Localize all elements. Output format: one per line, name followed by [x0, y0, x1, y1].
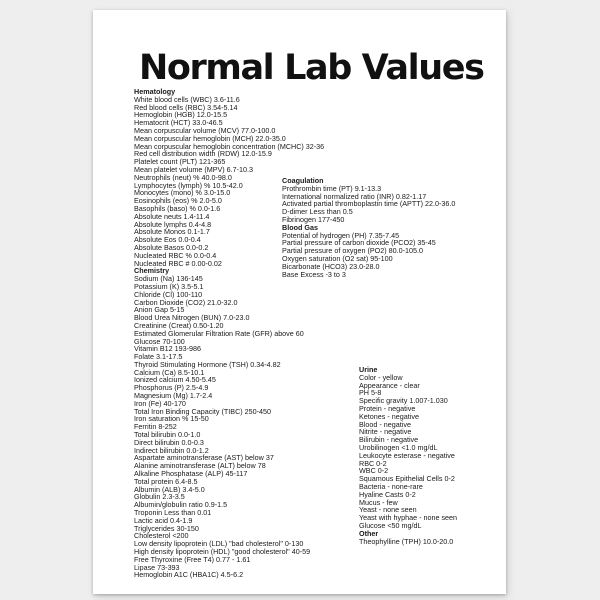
lab-value-line: Absolute Basos 0.0-0.2 — [134, 242, 209, 252]
lab-value-line: Yeast with hyphae - none seen — [359, 513, 458, 523]
lab-value-line: Alkaline Phosphatase (ALP) 45-117 — [134, 469, 248, 479]
section-heading: Blood Gas — [282, 222, 318, 232]
lab-value-line: Albumin/globulin ratio 0.9-1.5 — [134, 500, 228, 510]
section-heading: Urine — [359, 365, 378, 374]
lab-value-line: Ketones - negative — [359, 411, 419, 421]
lab-value-line: Indirect bilirubin 0.0-1.2 — [134, 445, 209, 455]
section-heading: Coagulation — [282, 176, 324, 185]
lab-value-line: Bicarbonate (HCO3) 23.0-28.0 — [282, 261, 380, 271]
lab-value-line: High density lipoprotein (HDL) "good cholesterol" 40-59 — [134, 547, 311, 557]
lab-value-line: Basophils (baso) % 0.0-1.6 — [134, 203, 221, 213]
lab-value-line: Lymphocytes (lymph) % 10.5-42.0 — [134, 180, 243, 190]
lab-value-line: Lipase 73-393 — [134, 562, 180, 572]
lab-value-line: Neutrophils (neut) % 40.0-98.0 — [134, 172, 232, 182]
lab-value-line: Iron saturation % 15-50 — [134, 414, 209, 424]
lab-value-line: D-dimer Less than 0.5 — [282, 207, 353, 217]
lab-value-line: Base Excess -3 to 3 — [282, 269, 346, 279]
lab-value-line: Prothrombin time (PT) 9.1-13.3 — [282, 183, 382, 193]
lab-value-line: Glucose 70-100 — [134, 336, 185, 346]
lab-value-line: Troponin Less than 0.01 — [134, 508, 212, 518]
lab-value-line: Absolute lymphs 0.4-4.8 — [134, 219, 212, 229]
lab-value-line: Potential of hydrogen (PH) 7.35-7.45 — [282, 230, 400, 240]
lab-value-line: Protein - negative — [359, 403, 416, 413]
lab-value-line: Globulin 2.3-3.5 — [134, 492, 185, 502]
lab-value-line: Low density lipoprotein (LDL) "bad cholesterol" 0-130 — [134, 539, 304, 549]
lab-value-line: RBC 0-2 — [359, 458, 387, 468]
lab-value-line: Thyroid Stimulating Hormone (TSH) 0.34-4.82 — [134, 359, 281, 369]
lab-value-line: White blood cells (WBC) 3.6-11.6 — [134, 94, 240, 104]
lab-value-line: Hemoglobin A1C (HBA1C) 4.5-6.2 — [134, 570, 244, 580]
lab-value-line: Appearance - clear — [359, 380, 420, 390]
lab-value-line: Lactic acid 0.4-1.9 — [134, 515, 193, 525]
lab-value-line: Red cell distribution width (RDW) 12.0-15.9 — [134, 149, 272, 159]
lab-value-line: Bacteria - none-rare — [359, 481, 423, 491]
lab-value-line: Oxygen saturation (O2 sat) 95-100 — [282, 253, 393, 263]
section-heading: Other — [359, 528, 379, 538]
lab-value-line: Mean corpuscular hemoglobin concentration (MCHC) 32-36 — [134, 141, 325, 151]
lab-value-line: Blood Urea Nitrogen (BUN) 7.0-23.0 — [134, 313, 250, 323]
lab-value-line: Total protein 6.4-8.5 — [134, 476, 198, 486]
lab-value-line: Platelet count (PLT) 121-365 — [134, 157, 226, 167]
lab-value-line: Hematocrit (HCT) 33.0-46.5 — [134, 118, 223, 128]
section-heading: Hematology — [134, 87, 176, 96]
lab-value-line: Aspartate aminotransferase (AST) below 37 — [134, 453, 274, 463]
middle-column — [282, 177, 455, 278]
lab-value-line: Total bilirubin 0.0-1.0 — [134, 430, 201, 440]
lab-value-line: Vitamin B12 193-986 — [134, 344, 201, 354]
lab-value-line: Chloride (Cl) 100-110 — [134, 289, 203, 299]
lab-value-line: Theophylline (TPH) 10.0-20.0 — [359, 536, 454, 546]
lab-value-line: Squamous Epithelial Cells 0-2 — [359, 474, 455, 484]
lab-value-line: Activated partial thromboplastin time (APTT) 22.0-36.0 — [282, 199, 456, 209]
lab-value-line: Specific gravity 1.007-1.030 — [359, 396, 448, 406]
lab-value-line: Red blood cells (RBC) 3.54-5.14 — [134, 102, 238, 112]
lab-value-line: Carbon Dioxide (CO2) 21.0-32.0 — [134, 297, 238, 307]
lab-value-line: International normalized ratio (INR) 0.82-1.17 — [282, 191, 427, 201]
lab-value-line: Ionized calcium 4.50-5.45 — [134, 375, 216, 385]
lab-value-line: Alanine aminotransferase (ALT) below 78 — [134, 461, 266, 471]
lab-value-line: Eosinophils (eos) % 2.0-5.0 — [134, 196, 222, 206]
lab-value-line: Color - yellow — [359, 372, 403, 382]
lab-value-line: Creatinine (Creat) 0.50-1.20 — [134, 320, 224, 330]
lab-value-line: Direct bilirubin 0.0-0.3 — [134, 437, 204, 447]
lab-value-line: Nitrite - negative — [359, 427, 412, 437]
lab-value-line: Folate 3.1-17.5 — [134, 352, 183, 362]
lab-value-line: Hemoglobin (HGB) 12.0-15.5 — [134, 110, 228, 120]
lab-value-line: Triglycerides 30-150 — [134, 523, 199, 533]
right-column — [359, 366, 457, 545]
lab-value-line: PH 5-8 — [359, 388, 382, 398]
page-title: Normal Lab Values — [139, 48, 484, 88]
lab-value-line: Total Iron Binding Capacity (TIBC) 250-450 — [134, 406, 272, 416]
lab-value-line: Free Thyroxine (Free T4) 0.77 - 1.61 — [134, 554, 251, 564]
lab-value-line: Blood - negative — [359, 419, 411, 429]
lab-value-line: Bilirubin - negative — [359, 435, 419, 445]
lab-value-line: Estimated Glomerular Filtration Rate (GFR) above 60 — [134, 328, 304, 338]
lab-value-line: Monocytes (mono) % 3.0-15.0 — [134, 188, 231, 198]
lab-value-line: Phosphorus (P) 2.5-4.9 — [134, 383, 209, 393]
lab-value-line: Mean corpuscular hemoglobin (MCH) 22.0-35.0 — [134, 133, 286, 143]
lab-value-line: Sodium (Na) 136-145 — [134, 274, 203, 284]
section-heading: Chemistry — [134, 266, 170, 276]
lab-value-line: Nucleated RBC % 0.0-0.4 — [134, 250, 217, 260]
left-column — [134, 88, 324, 579]
lab-value-line: Cholesterol <200 — [134, 531, 189, 541]
lab-value-line: Absolute neuts 1.4-11.4 — [134, 211, 210, 221]
lab-value-line: Hyaline Casts 0-2 — [359, 489, 416, 499]
lab-value-line: Calcium (Ca) 8.5-10.1 — [134, 367, 205, 377]
lab-value-line: Iron (Fe) 40-170 — [134, 398, 186, 408]
lab-value-line: Yeast - none seen — [359, 505, 417, 515]
lab-value-line: Ferritin 8-252 — [134, 422, 177, 432]
lab-value-line: Fibrinogen 177-450 — [282, 214, 345, 224]
lab-value-line: Partial pressure of carbon dioxide (PCO2) 35-45 — [282, 238, 436, 248]
lab-value-line: Potassium (K) 3.5-5.1 — [134, 281, 204, 291]
lab-value-line: Absolute Eos 0.0-0.4 — [134, 235, 201, 245]
lab-value-line: Magnesium (Mg) 1.7-2.4 — [134, 391, 213, 401]
lab-value-line: Absolute Monos 0.1-1.7 — [134, 227, 210, 237]
lab-value-line: Leukocyte esterase - negative — [359, 450, 455, 460]
lab-value-line: Nucleated RBC # 0.00-0.02 — [134, 258, 222, 268]
lab-value-line: Mean corpuscular volume (MCV) 77.0-100.0 — [134, 125, 276, 135]
lab-value-line: Glucose <50 mg/dL — [359, 520, 422, 530]
lab-value-line: Mean platelet volume (MPV) 6.7-10.3 — [134, 164, 254, 174]
lab-value-line: Partial pressure of oxygen (PO2) 80.0-105.0 — [282, 246, 424, 256]
poster — [93, 10, 506, 594]
lab-value-line: WBC 0-2 — [359, 466, 389, 476]
lab-value-line: Urobilinogen <1.0 mg/dL — [359, 442, 438, 452]
lab-value-line: Anion Gap 5-15 — [134, 305, 185, 315]
lab-value-line: Albumin (ALB) 3.4-5.0 — [134, 484, 205, 494]
lab-value-line: Mucus - few — [359, 497, 398, 507]
